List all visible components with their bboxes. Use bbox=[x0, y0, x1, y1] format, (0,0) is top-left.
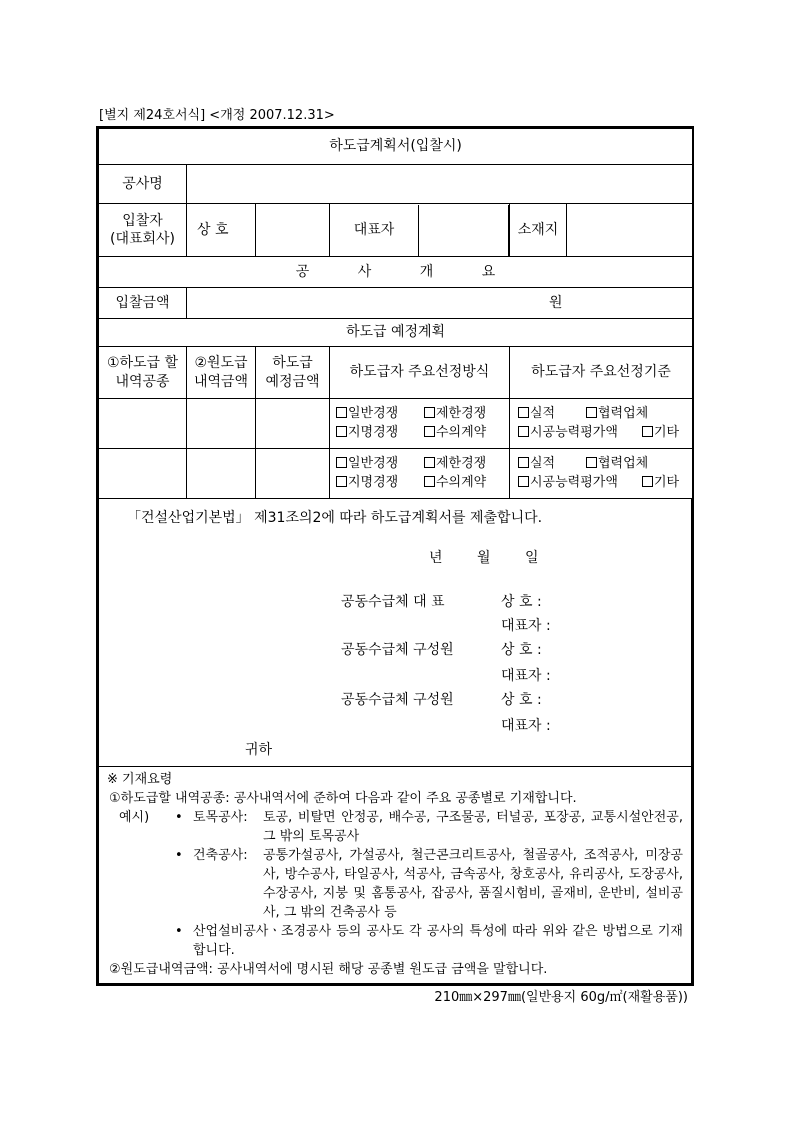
option-label: 수의계약 bbox=[436, 474, 487, 490]
work-type-field[interactable] bbox=[99, 449, 187, 499]
option-label: 기타 bbox=[654, 474, 680, 490]
civil-label: 토목공사: bbox=[193, 810, 248, 825]
project-name-field[interactable] bbox=[187, 165, 693, 204]
member1-representative-field[interactable]: 대표자 : bbox=[501, 668, 551, 684]
option-designated-competition[interactable] bbox=[336, 424, 424, 443]
option-open-competition[interactable] bbox=[336, 405, 424, 424]
location-field[interactable] bbox=[567, 204, 693, 257]
option-label: 협력업체 bbox=[598, 405, 649, 421]
col-header-selection-criteria: 하도급자 주요선정기준 bbox=[510, 347, 693, 399]
instructions-section bbox=[98, 767, 692, 984]
plan-row bbox=[99, 449, 693, 499]
bid-amount-label: 입찰금액 bbox=[99, 288, 187, 319]
checkbox[interactable] bbox=[336, 407, 347, 418]
option-private-contract[interactable] bbox=[424, 424, 486, 443]
rep-representative-field[interactable]: 대표자 : bbox=[501, 618, 551, 634]
original-amount-field[interactable] bbox=[187, 449, 256, 499]
location-label: 소재지 bbox=[510, 204, 567, 257]
overview-label: 공 사 개 요 bbox=[99, 257, 693, 288]
checkbox[interactable] bbox=[336, 476, 347, 487]
building-label: 건축공사: bbox=[193, 848, 248, 863]
company-field[interactable] bbox=[256, 204, 330, 257]
form-reference: [별지 제24호서식] <개정 2007.12.31> bbox=[99, 108, 335, 123]
date-day: 일 bbox=[525, 550, 539, 566]
option-label: 제한경쟁 bbox=[436, 405, 487, 421]
checkbox[interactable] bbox=[518, 476, 529, 487]
rep-company-field[interactable]: 상 호 : bbox=[501, 594, 542, 610]
plan-row bbox=[99, 399, 693, 449]
member2-representative-field[interactable]: 대표자 : bbox=[501, 718, 551, 734]
member1-company-field[interactable]: 상 호 : bbox=[501, 642, 542, 658]
member2-entity-label: 공동수급체 구성원 bbox=[341, 692, 454, 708]
checkbox[interactable] bbox=[336, 457, 347, 468]
member1-entity-label: 공동수급체 구성원 bbox=[341, 642, 454, 658]
col-header-work-type-line1: ①하도급 할 bbox=[106, 355, 179, 372]
submission-statement: 「건설산업기본법」 제31조의2에 따라 하도급계획서를 제출합니다. bbox=[127, 510, 543, 526]
col-header-planned-amount-line1: 하도급 bbox=[272, 355, 313, 372]
option-label: 수의계약 bbox=[436, 424, 487, 440]
bidder-label bbox=[99, 204, 187, 257]
option-other[interactable] bbox=[642, 474, 679, 493]
checkbox[interactable] bbox=[424, 457, 435, 468]
option-label: 지명경쟁 bbox=[348, 474, 399, 490]
option-label: 제한경쟁 bbox=[436, 455, 487, 471]
col-header-planned-amount-line2: 예정금액 bbox=[265, 373, 320, 390]
option-restricted-competition[interactable] bbox=[424, 455, 486, 474]
checkbox[interactable] bbox=[586, 407, 597, 418]
checkbox[interactable] bbox=[642, 476, 653, 487]
member2-company-field[interactable]: 상 호 : bbox=[501, 692, 542, 708]
planned-amount-field[interactable] bbox=[256, 399, 330, 449]
option-restricted-competition[interactable] bbox=[424, 405, 486, 424]
col-header-original-amount-line1: ②원도급 bbox=[194, 355, 248, 372]
col-header-work-type bbox=[99, 347, 187, 399]
option-partner-company[interactable] bbox=[586, 405, 648, 424]
original-amount-field[interactable] bbox=[187, 399, 256, 449]
building-text: 공통가설공사, 가설공사, 철근콘크리트공사, 철골공사, 조적공사, 미장공사, 방수공사, 타일공사, 석공사, 금속공사, 창호공사, 유리공사, 도장공사, 수장공사, 지붕 및 홈통공사, 잡공사, 품질시험비, 골재비, 운반비, 설비공사, 그 밖의 건축공사 등 bbox=[263, 848, 683, 920]
subcontract-plan-form bbox=[96, 126, 694, 986]
selection-method-options bbox=[330, 449, 510, 499]
example-plant bbox=[107, 922, 683, 960]
col-header-selection-method: 하도급자 주요선정방식 bbox=[330, 347, 510, 399]
option-label: 협력업체 bbox=[598, 455, 649, 471]
submission-section bbox=[98, 499, 692, 767]
col-header-original-amount bbox=[187, 347, 256, 399]
example-label: 예시) bbox=[119, 810, 150, 825]
checkbox[interactable] bbox=[518, 426, 529, 437]
checkbox[interactable] bbox=[424, 426, 435, 437]
bid-amount-unit: 원 bbox=[549, 294, 563, 311]
work-type-field[interactable] bbox=[99, 399, 187, 449]
option-label: 일반경쟁 bbox=[348, 405, 399, 421]
col-header-work-type-line2: 내역공종 bbox=[115, 373, 170, 390]
date-month: 월 bbox=[477, 550, 491, 566]
option-label: 지명경쟁 bbox=[348, 424, 399, 440]
option-private-contract[interactable] bbox=[424, 474, 486, 493]
planned-amount-field[interactable] bbox=[256, 449, 330, 499]
option-track-record[interactable] bbox=[518, 405, 586, 424]
bullet-icon: • bbox=[175, 810, 183, 825]
form-table bbox=[98, 128, 693, 499]
option-partner-company[interactable] bbox=[586, 455, 648, 474]
option-label: 기타 bbox=[654, 424, 680, 440]
instruction-item-2: ②원도급내역금액: 공사내역서에 명시된 해당 공종별 원도급 금액을 말합니다. bbox=[109, 962, 548, 977]
option-other[interactable] bbox=[642, 424, 679, 443]
civil-text: 토공, 비탈면 안정공, 배수공, 구조물공, 터널공, 포장공, 교통시설안전공, 그 밖의 토목공사 bbox=[263, 810, 683, 844]
company-label: 상 호 bbox=[187, 204, 256, 257]
col-header-planned-amount bbox=[256, 347, 330, 399]
option-capability-rating[interactable] bbox=[518, 474, 642, 493]
selection-criteria-options bbox=[510, 449, 693, 499]
checkbox[interactable] bbox=[424, 476, 435, 487]
checkbox[interactable] bbox=[424, 407, 435, 418]
rep-entity-label: 공동수급체 대 표 bbox=[341, 594, 445, 610]
plant-text: 산업설비공사ㆍ조경공사 등의 공사도 각 공사의 특성에 따라 위와 같은 방법으로 기재합니다. bbox=[193, 924, 683, 958]
bullet-icon: • bbox=[175, 848, 183, 863]
checkbox[interactable] bbox=[336, 426, 347, 437]
checkbox[interactable] bbox=[518, 407, 529, 418]
option-label: 시공능력평가액 bbox=[530, 424, 618, 440]
project-name-label: 공사명 bbox=[99, 165, 187, 204]
representative-label: 대표자 bbox=[353, 221, 395, 238]
plan-label: 하도급 예정계획 bbox=[99, 319, 693, 347]
date-year: 년 bbox=[429, 550, 443, 566]
bidder-label-line2: (대표회사) bbox=[109, 231, 176, 247]
instructions-heading: ※ 기재요령 bbox=[107, 772, 173, 787]
instruction-item-1: ①하도급할 내역공종: 공사내역서에 준하여 다음과 같이 주요 공종별로 기재합니다. bbox=[109, 791, 577, 806]
paper-spec: 210㎜×297㎜(일반용지 60g/㎡(재활용품)) bbox=[434, 990, 688, 1005]
example-civil bbox=[107, 808, 683, 846]
option-label: 실적 bbox=[530, 455, 556, 471]
representative-field[interactable] bbox=[418, 205, 509, 256]
option-open-competition[interactable] bbox=[336, 455, 424, 474]
option-capability-rating[interactable] bbox=[518, 424, 642, 443]
bid-amount-field[interactable] bbox=[187, 288, 693, 319]
form-title: 하도급계획서(입찰시) bbox=[99, 129, 693, 165]
bullet-icon: • bbox=[175, 924, 183, 939]
option-label: 실적 bbox=[530, 405, 556, 421]
checkbox[interactable] bbox=[586, 457, 597, 468]
option-designated-competition[interactable] bbox=[336, 474, 424, 493]
example-building bbox=[107, 846, 683, 922]
option-track-record[interactable] bbox=[518, 455, 586, 474]
checkbox[interactable] bbox=[518, 457, 529, 468]
addressee: 귀하 bbox=[245, 742, 273, 758]
selection-criteria-options bbox=[510, 399, 693, 449]
bidder-label-line1: 입찰자 bbox=[122, 212, 163, 229]
option-label: 시공능력평가액 bbox=[530, 474, 618, 490]
option-label: 일반경쟁 bbox=[348, 455, 399, 471]
selection-method-options bbox=[330, 399, 510, 449]
checkbox[interactable] bbox=[642, 426, 653, 437]
col-header-original-amount-line2: 내역금액 bbox=[193, 373, 249, 390]
